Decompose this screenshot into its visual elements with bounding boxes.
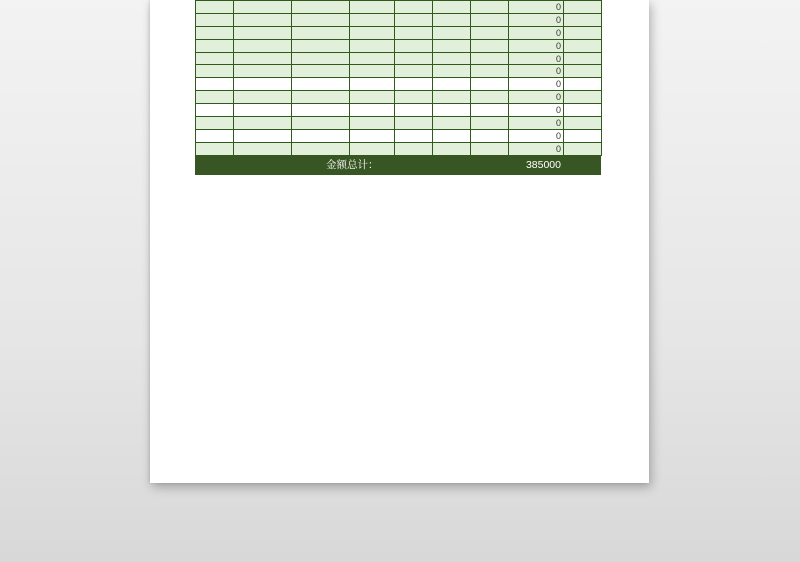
table-cell[interactable] (564, 26, 602, 39)
table-cell[interactable] (350, 78, 395, 91)
table-cell[interactable] (196, 129, 234, 142)
amount-cell[interactable]: 0 (509, 52, 564, 65)
table-cell[interactable] (433, 142, 471, 155)
total-value: 385000 (525, 158, 561, 171)
table-cell[interactable] (234, 129, 292, 142)
table-cell[interactable] (564, 39, 602, 52)
total-label: 金额总计： (326, 158, 379, 171)
amount-cell[interactable]: 0 (509, 65, 564, 78)
table-cell[interactable] (196, 39, 234, 52)
table-cell[interactable] (292, 129, 350, 142)
table-row (196, 13, 602, 26)
table-cell[interactable] (234, 13, 292, 26)
table-cell[interactable] (292, 117, 350, 130)
table-cell[interactable] (350, 129, 395, 142)
table-row (196, 142, 602, 155)
table-cell[interactable] (234, 26, 292, 39)
table-cell[interactable] (234, 142, 292, 155)
table-cell[interactable] (564, 52, 602, 65)
table-cell[interactable] (395, 52, 433, 65)
table-row (196, 26, 602, 39)
table-cell[interactable] (350, 65, 395, 78)
table-cell[interactable] (292, 104, 350, 117)
table-cell[interactable] (234, 91, 292, 104)
table-cell[interactable] (564, 1, 602, 14)
table-cell[interactable] (234, 65, 292, 78)
table-cell[interactable] (433, 78, 471, 91)
spreadsheet-table (195, 0, 601, 175)
table-cell[interactable] (564, 104, 602, 117)
table-cell[interactable] (395, 142, 433, 155)
table-row (196, 104, 602, 117)
table-cell[interactable] (292, 78, 350, 91)
table-cell[interactable] (196, 1, 234, 14)
table-cell[interactable] (395, 104, 433, 117)
table-cell[interactable] (196, 104, 234, 117)
amount-cell[interactable]: 0 (509, 13, 564, 26)
table-cell[interactable] (350, 117, 395, 130)
table-cell[interactable] (433, 91, 471, 104)
table-cell[interactable] (471, 13, 509, 26)
table-cell[interactable] (234, 52, 292, 65)
table-cell[interactable] (234, 1, 292, 14)
amount-cell[interactable]: 0 (509, 91, 564, 104)
table-cell[interactable] (350, 142, 395, 155)
table-cell[interactable] (564, 117, 602, 130)
table-row (196, 91, 602, 104)
table-cell[interactable] (350, 39, 395, 52)
table-cell[interactable] (395, 129, 433, 142)
table-cell[interactable] (471, 39, 509, 52)
table-cell[interactable] (395, 117, 433, 130)
table-row (196, 39, 602, 52)
table-cell[interactable] (433, 39, 471, 52)
table-cell[interactable] (292, 65, 350, 78)
table-cell[interactable] (395, 39, 433, 52)
table-cell[interactable] (471, 104, 509, 117)
table-cell[interactable] (292, 39, 350, 52)
table-cell[interactable] (292, 13, 350, 26)
table-row (196, 65, 602, 78)
grid-body (196, 1, 602, 156)
amount-cell[interactable]: 0 (509, 1, 564, 14)
table-cell[interactable] (350, 1, 395, 14)
table-cell[interactable] (292, 52, 350, 65)
table-cell[interactable] (564, 65, 602, 78)
table-cell[interactable] (564, 78, 602, 91)
table-cell[interactable] (350, 104, 395, 117)
table-cell[interactable] (433, 26, 471, 39)
table-cell[interactable] (196, 65, 234, 78)
table-cell[interactable] (292, 1, 350, 14)
table-cell[interactable] (433, 52, 471, 65)
table-cell[interactable] (395, 26, 433, 39)
table-row (196, 117, 602, 130)
table-cell[interactable] (350, 91, 395, 104)
amount-cell[interactable]: 0 (509, 104, 564, 117)
table-cell[interactable] (196, 52, 234, 65)
table-cell[interactable] (196, 142, 234, 155)
table-cell[interactable] (196, 78, 234, 91)
amount-cell[interactable]: 0 (509, 142, 564, 155)
table-cell[interactable] (234, 78, 292, 91)
table-cell[interactable] (395, 78, 433, 91)
table-cell[interactable] (471, 117, 509, 130)
table-cell[interactable] (350, 13, 395, 26)
amount-cell[interactable]: 0 (509, 26, 564, 39)
table-cell[interactable] (471, 91, 509, 104)
total-row (195, 156, 601, 175)
document-page (150, 0, 649, 483)
table-cell[interactable] (433, 104, 471, 117)
table-cell[interactable] (564, 129, 602, 142)
table-cell[interactable] (471, 65, 509, 78)
table-cell[interactable] (564, 13, 602, 26)
amount-cell[interactable]: 0 (509, 78, 564, 91)
table-cell[interactable] (234, 104, 292, 117)
table-cell[interactable] (395, 65, 433, 78)
table-cell[interactable] (433, 1, 471, 14)
table-cell[interactable] (395, 13, 433, 26)
table-cell[interactable] (234, 39, 292, 52)
table-cell[interactable] (196, 26, 234, 39)
amount-cell[interactable]: 0 (509, 39, 564, 52)
table-cell[interactable] (564, 142, 602, 155)
table-row (196, 78, 602, 91)
amount-cell[interactable]: 0 (509, 129, 564, 142)
table-cell[interactable] (433, 117, 471, 130)
table-cell[interactable] (433, 13, 471, 26)
table-cell[interactable] (350, 52, 395, 65)
table-cell[interactable] (196, 91, 234, 104)
table-cell[interactable] (292, 91, 350, 104)
table-cell[interactable] (564, 91, 602, 104)
table-cell[interactable] (395, 1, 433, 14)
table-cell[interactable] (292, 26, 350, 39)
table-cell[interactable] (433, 129, 471, 142)
table-cell[interactable] (471, 78, 509, 91)
table-cell[interactable] (395, 91, 433, 104)
table-cell[interactable] (292, 142, 350, 155)
table-cell[interactable] (196, 117, 234, 130)
table-row (196, 129, 602, 142)
table-cell[interactable] (471, 26, 509, 39)
table-cell[interactable] (471, 142, 509, 155)
table-cell[interactable] (196, 13, 234, 26)
table-cell[interactable] (433, 65, 471, 78)
table-cell[interactable] (471, 129, 509, 142)
table-row (196, 52, 602, 65)
table-row (196, 1, 602, 14)
amount-cell[interactable]: 0 (509, 117, 564, 130)
table-cell[interactable] (471, 52, 509, 65)
table-cell[interactable] (350, 26, 395, 39)
data-grid (195, 0, 602, 156)
table-cell[interactable] (234, 117, 292, 130)
table-cell[interactable] (471, 1, 509, 14)
